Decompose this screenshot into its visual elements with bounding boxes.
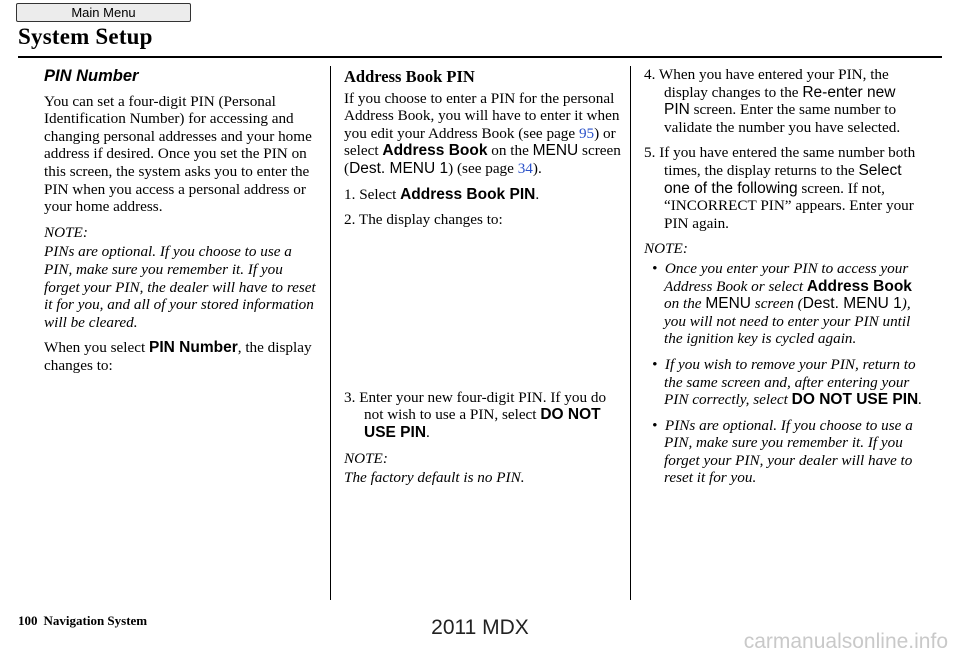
menu-item-label: MENU: [532, 142, 579, 160]
text: PINs are optional. If you choose to use a PIN, make sure you remember it. If you forget your PIN, your dealer will have to reset it for you.: [664, 416, 913, 487]
text: .: [535, 185, 540, 203]
steps-list-continued: [644, 66, 924, 232]
menu-item-label: Dest. MENU 1: [802, 295, 902, 313]
page-link-34[interactable]: 34: [517, 159, 533, 177]
text: Once you enter your PIN to access your Address Book or select: [664, 259, 909, 295]
text: .: [918, 391, 923, 409]
page-title: System Setup: [18, 24, 153, 49]
note-text: PINs are optional. If you choose to use a PIN, make sure you remember it. If you forget your PIN, the dealer will have to reset it for you, and all of your stored information will be cleared.: [44, 243, 316, 331]
text: 3. Enter your new four-digit PIN. If you do not wish to use a PIN, select: [344, 388, 607, 424]
select-paragraph: [44, 339, 322, 374]
text: on the: [664, 295, 706, 313]
text: 4. When you have entered your PIN, the display changes to the: [644, 66, 889, 101]
screen-name-label: Select one of the following: [664, 161, 902, 197]
step-2: 2. The display changes to:: [344, 211, 503, 229]
column-divider-2: [630, 66, 631, 600]
steps-list: [344, 186, 622, 442]
text: ) or select: [344, 124, 616, 160]
text: 1. Select: [344, 185, 401, 203]
page-link-95[interactable]: 95: [578, 124, 595, 142]
pin-intro: You can set a four-digit PIN (Personal Identification Number) for accessing and changing personal addresses and your home address if desired. Once you set the PIN on this screen, the system asks you to enter the PIN when you access a personal address or your home address.: [44, 92, 312, 216]
note-label: NOTE:: [44, 223, 88, 241]
note-label: NOTE:: [344, 449, 388, 467]
step-5: [644, 144, 924, 232]
page-number: 100: [18, 613, 38, 628]
text: screen (: [344, 142, 621, 177]
notes-list: [644, 260, 924, 487]
screen-name-label: Re-enter new PIN: [664, 83, 896, 119]
column-1: [44, 66, 322, 383]
menu-item-label: DO NOT USE PIN: [364, 406, 601, 441]
note-bullet: • Once you enter your PIN to access your Address Book or select Address Book on the MENU screen (Dest. MENU 1), you will not need to enter your PIN until the ignition key is cycled again.: [652, 259, 912, 348]
note-bullet: • PINs are optional. If you choose to use a PIN, make sure you remember it. If you forget your PIN, your dealer will have to reset it for you.: [652, 416, 913, 487]
watermark: carmanualsonline.info: [743, 630, 948, 653]
text: screen. If not, “INCORRECT PIN” appears. Enter your PIN again.: [664, 179, 914, 232]
text: .: [426, 423, 430, 441]
text: When you select: [44, 339, 150, 357]
text: screen (: [750, 295, 803, 313]
menu-item-label: DO NOT USE PIN: [791, 391, 919, 409]
text: If you wish to remove your PIN, return to the same screen and, after entering your PIN correctly, select: [664, 355, 916, 409]
column-3: [644, 66, 924, 495]
text: ).: [532, 159, 542, 177]
step-1: [344, 186, 622, 204]
address-book-pin-heading: Address Book PIN: [344, 67, 475, 86]
note-bullet: • If you wish to remove your PIN, return to the same screen and, after entering your PIN correctly, select DO NOT USE PIN.: [652, 355, 923, 409]
text: , the display changes to:: [44, 339, 312, 374]
text: 5. If you have entered the same number both times, the display returns to the: [644, 144, 916, 179]
main-menu-button[interactable]: Main Menu: [16, 3, 191, 22]
menu-item-label: Dest. MENU 1: [349, 159, 449, 177]
menu-item-label: Address Book PIN: [400, 185, 536, 203]
column-2: [344, 66, 622, 495]
text: on the: [487, 142, 533, 160]
text: If you choose to enter a PIN for the personal Address Book, you will have to enter it when you edit your Address Book (see page: [344, 89, 620, 142]
menu-item-label: Address Book: [806, 277, 912, 295]
column-divider-1: [330, 66, 331, 600]
note-label: NOTE:: [644, 240, 688, 258]
model-label: 2011 MDX: [431, 616, 529, 639]
title-rule: [18, 56, 942, 58]
text: ) (see page: [448, 159, 518, 177]
pin-number-heading: PIN Number: [44, 67, 139, 85]
text: ), you will not need to enter your PIN until the ignition key is cycled again.: [664, 295, 911, 348]
step-4: [644, 66, 924, 136]
note-text: The factory default is no PIN.: [344, 469, 525, 487]
menu-item-label: PIN Number: [149, 339, 238, 357]
footer-system-name: Navigation System: [43, 613, 148, 628]
text: screen. Enter the same number to validate the number you have selected.: [664, 101, 901, 136]
address-book-paragraph: [344, 90, 622, 178]
menu-item-label: Address Book: [382, 142, 488, 160]
menu-item-label: MENU: [705, 295, 751, 313]
step-3: [344, 389, 622, 442]
